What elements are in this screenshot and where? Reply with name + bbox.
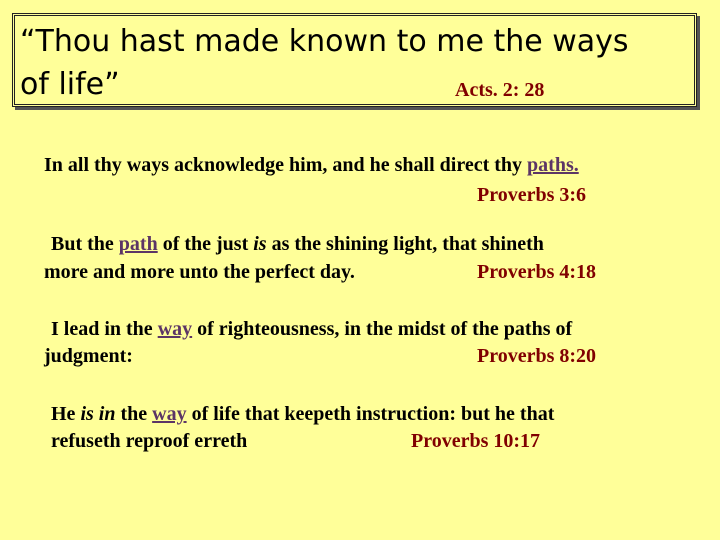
verse-3-text-a: I lead in the	[51, 318, 158, 340]
verse-1	[44, 152, 579, 178]
verse-2-reference: Proverbs 4:18	[477, 261, 597, 283]
title-line-1: “Thou hast made known to me the ways	[20, 24, 629, 59]
verse-2-text-b: of the just	[157, 233, 254, 255]
verse-3	[51, 316, 572, 342]
verse-3-text-b: of righteousness, in the midst of the paths of	[192, 318, 573, 340]
verse-4-keyword: way	[152, 403, 187, 425]
verse-2-line-2: more and more unto the perfect day.	[44, 261, 355, 283]
verse-4-line-2: refuseth reproof erreth	[51, 430, 248, 452]
verse-4-text-a: He	[51, 403, 81, 425]
verse-2-italic: is	[253, 233, 267, 255]
verse-4	[51, 401, 554, 427]
title-line-2: of life”	[20, 67, 120, 102]
verse-2	[51, 231, 544, 257]
verse-1-reference: Proverbs 3:6	[477, 184, 587, 206]
verse-3-keyword: way	[157, 318, 193, 340]
verse-2-text-c: as the shining light, that shineth	[266, 233, 544, 255]
verse-4-text-c: of life that keepeth instruction: but he that	[186, 403, 555, 425]
verse-1-text: In all thy ways acknowledge him, and he shall direct thy	[44, 154, 528, 176]
title-reference: Acts. 2: 28	[455, 79, 545, 101]
verse-4-text-b: the	[115, 403, 153, 425]
verse-2-keyword: path	[118, 233, 158, 255]
verse-1-keyword: paths.	[527, 154, 579, 176]
verse-3-reference: Proverbs 8:20	[477, 345, 597, 367]
verse-2-text-a: But the	[51, 233, 119, 255]
verse-4-reference: Proverbs 10:17	[411, 430, 541, 452]
verse-3-line-2: judgment:	[44, 345, 133, 367]
verse-4-italic: is in	[80, 403, 116, 425]
